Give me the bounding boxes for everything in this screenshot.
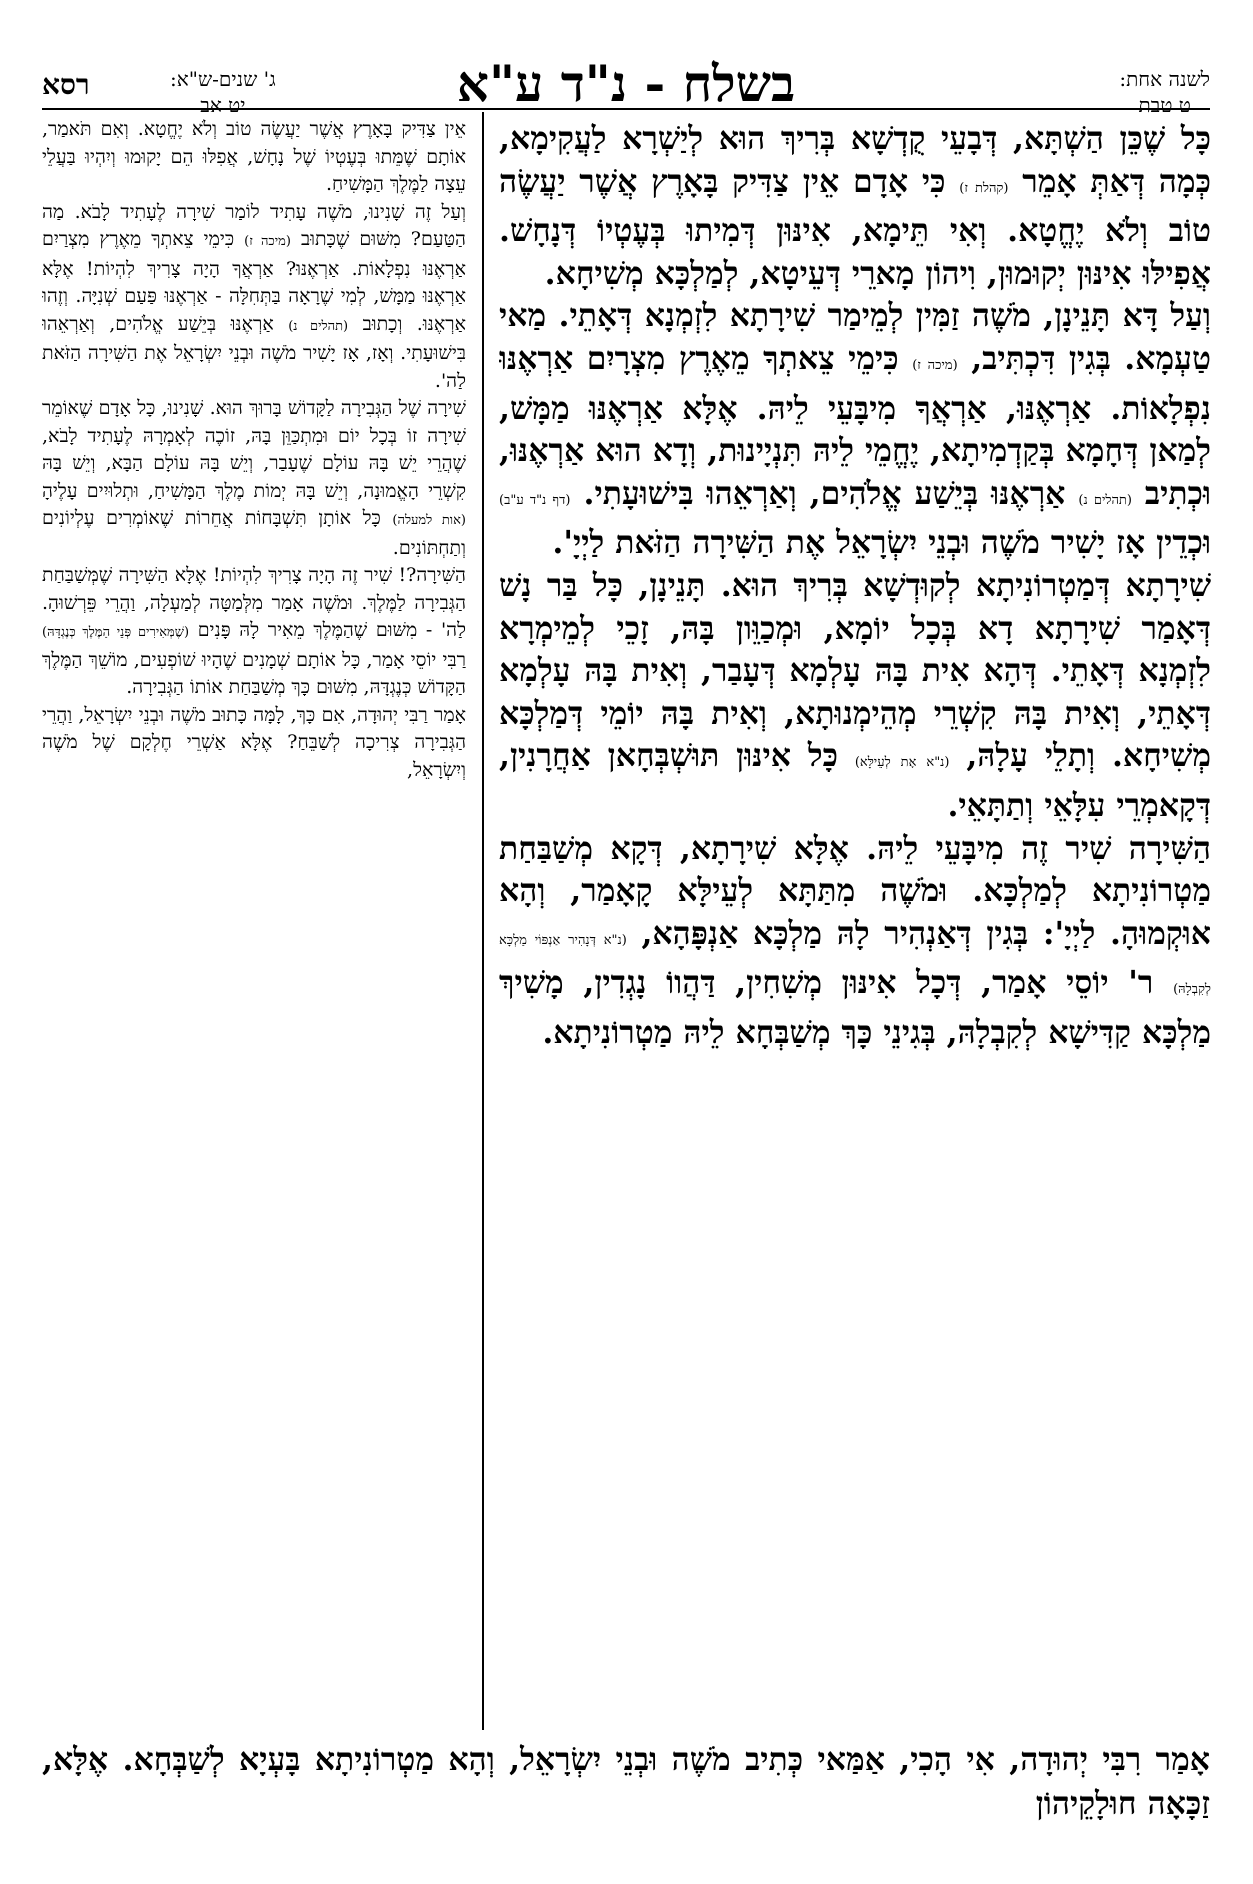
variant-note: (שֶׁמְּאִירִים פְּנֵי הַמֶּלֶךְ כְּנֶגְדָּהּ): [42, 625, 190, 640]
translation-paragraph: [42, 199, 466, 396]
translation-paragraph: [42, 395, 466, 562]
variant-note: (נ"א אָת לְעֵילָּא): [854, 755, 950, 771]
main-text: ר' יוֹסֵי אָמַר, דְּכָל אִינּוּן מְשִׁחִין, דַּהֲווֹ נָגְדִין, מָשִׁיךְ מַלְכָּא קַדִּישָׁא לְקִבְלָהּ, בְּגִינֵי כָּךְ מְשַׁבְּחָא לֵיהּ מַטְרוֹנִיתָא.: [499, 964, 1211, 1051]
source-reference: (תהלים נ): [288, 318, 349, 334]
main-paragraph: [499, 565, 1211, 828]
main-text: כִּי אָדָם אֵין צַדִּיק בָּאָרֶץ אֲשֶׁר יַעֲשֶׂה טוֹב וְלֹא יֶחֱטָא. וְאִי תֵּימָא, אִינּוּן דְּמִיתוּ בְּעֶטְיוֹ דְּנָחָשׁ. אֲפִילּוּ אִינּוּן יְקוּמוּן, וִיהוֹן מָארֵי דְּעֵיטָא, לְמַלְכָּא מְשִׁיחָא.: [499, 162, 1211, 292]
main-text: כִּימֵי צֵאתְךָ מֵאֶרֶץ מִצְרָיִם אַרְאֶנּוּ נִפְלָאוֹת. אַרְאֶנּוּ, אַרְאֲךָ מִיבָּעֵי לֵיהּ. אֶלָּא אַרְאֶנּוּ מַמָּשׁ, לְמַאן דְּחָמָא בְּקַדְמִיתָא, יֶחֱמֵי לֵיהּ תִּנְיָינוּת, וְדָא הוּא אַרְאֶנּוּ, וּכְתִיב: [499, 339, 1211, 512]
page-reference: (דף נ"ד ע"ב): [499, 492, 571, 508]
source-reference: (תהלים נ): [1078, 492, 1132, 508]
translation-text: הַשִּׁירָה?! שִׁיר זֶה הָיָה צָרִיךְ לִהְיוֹת! אֶלָּא הַשִּׁירָה שֶׁמְּשַׁבַּחַת הַגְּבִירָה לַמֶּלֶךְ. וּמֹשֶׁה אָמַר מִלְּמַטָּה לְמַעְלָה, וַהֲרֵי פֵּרְשׁוּהָ. לַה' - מִשּׁוּם שֶׁהַמֶּלֶךְ מֵאִיר לָהּ פָּנִים: [42, 564, 466, 641]
main-paragraph: [42, 1738, 1210, 1826]
main-text: שִׁירָתָא דְּמַטְרוֹנִיתָא לְקוּדְשָׁא בְּרִיךְ הוּא. תָּנֵינָן, כָּל בַּר נָשׁ דְּאָמַר שִׁירָתָא דָא בְּכָל יוֹמָא, וּמְכַוֵּון בָּהּ, זָכֵי לְמֵימְרָא לִזְמְנָא דְּאָתֵי. דְּהָא אִית בָּהּ עָלְמָא דְּעָבַר, וְאִית בָּהּ עָלְמָא דְּאָתֵי, וְאִית בָּהּ קִשְׁרֵי מְהֵימְנוּתָא, וְאִית בָּהּ יוֹמֵי דְּמַלְכָּא מְשִׁיחָא. וְתָלֵי עָלָהּ,: [499, 566, 1211, 775]
main-text: אָמַר רִבִּי יְהוּדָה, אִי הָכִי, אַמַּאי כְּתִיב מֹשֶׁה וּבְנֵי יִשְׂרָאֵל, וְהָא מַטְרוֹנִיתָא בָּעְיָא לְשַׁבְּחָא. אֶלָּא, זַכָּאָה חוּלָקֵיהוֹן: [42, 1741, 1210, 1822]
hebrew-translation-column: [42, 116, 466, 1736]
source-reference: (מיכה ז): [912, 357, 958, 373]
translation-text: וְעַל זֶה שָׁנִינוּ, מֹשֶׁה עָתִיד לוֹמַר שִׁירָה לֶעָתִיד לָבֹא. מַה הַטַּעַם? מִשּׁוּם שֶׁכָּתוּב: [42, 200, 466, 250]
main-paragraph: [499, 118, 1211, 295]
column-divider: [482, 112, 484, 1730]
translation-text: כִּימֵי צֵאתְךָ מֵאֶרֶץ מִצְרַיִם אַרְאֶנּוּ נִפְלָאוֹת. אַרְאֶנּוּ? אַרְאֲךָ הָיָה צָרִיךְ לִהְיוֹת! אֶלָּא אַרְאֶנּוּ מַמָּשׁ, לְמִי שֶׁרָאָה בַּתְּחִלָּה - אַרְאֶנּוּ פַּעַם שְׁנִיָּה. וְזֶהוּ אַרְאֶנּוּ. וְכָתוּב: [42, 228, 466, 335]
main-text: וּכְדֵין אָז יָשִׁיר מֹשֶׁה וּבְנֵי יִשְׂרָאֵל אֶת הַשִּׁירָה הַזֹּאת לַיְיָ'.: [552, 524, 1211, 562]
main-text: אַרְאֶנּוּ בְּיֵשַׁע אֱלֹהִים, וְאַרְאֵהוּ בִּישׁוּעָתִי.: [583, 474, 1066, 512]
three-year-date: יט אב: [200, 93, 246, 117]
main-text: כָּל שֶׁכֵּן הַשְׁתָּא, דְּבָעֵי קֻדְשָׁא בְּרִיךְ הוּא לְיַשְׁרָא לַעֲקִימָא, כְּמָה דְּאַתְּ אָמֵר: [499, 120, 1211, 200]
main-text: וְעַל דָּא תָּנֵינָן, מֹשֶׁה זַמִּין לְמֵימַר שִׁירָתָא לִזְמְנָא דְּאָתֵי. מַאי טַעְמָא. בְּגִין דִּכְתִּיב,: [499, 297, 1211, 377]
translation-paragraph: [42, 702, 466, 785]
source-reference: (מיכה ז): [244, 234, 291, 249]
translation-text: אֵין צַדִּיק בָּאָרֶץ אֲשֶׁר יַעֲשֶׂה טוֹב וְלֹא יֶחֱטָא. וְאִם תֹּאמַר, אוֹתָם שֶׁמֵּתוּ בְּעֶטְיוֹ שֶׁל נָחָשׁ, אֲפִלּוּ הֵם יָקוּמוּ וְיִהְיוּ בַּעֲלֵי עֵצָה לַמֶּלֶךְ הַמָּשִׁיחַ.: [42, 118, 466, 195]
header-divider: [42, 108, 1210, 110]
translation-text: כָּל אוֹתָן תִּשְׁבָּחוֹת אֲחֵרוֹת שֶׁאוֹמְרִים עֶלְיוֹנִים וְתַחְתּוֹנִים.: [42, 507, 466, 559]
variant-note: (נ"א דְּנָהִיר אַנְפּוֹי מַלְכָּא לְקִבְלָהּ): [499, 932, 1211, 998]
translation-text: אַרְאֶנּוּ בְּיֵשַׁע אֱלֹהִים, וְאַרְאֵהוּ בִּישׁוּעָתִי. וְאָז, אָז יָשִׁיר מֹשֶׁה וּבְנֵי יִשְׂרָאֵל אֶת הַשִּׁירָה הַזֹּאת לַה'.: [42, 312, 466, 392]
translation-paragraph: [42, 116, 466, 199]
source-reference: (קהלת ז): [959, 180, 1009, 196]
page-header: [42, 44, 1210, 117]
main-paragraph: [499, 295, 1211, 565]
main-paragraph: [499, 828, 1211, 1055]
variant-note: (אות למעלה): [392, 513, 466, 528]
translation-paragraph: [42, 562, 466, 702]
main-text: הַשִּׁירָה שִׁיר זֶה מִיבָּעֵי לֵיהּ. אֶלָּא שִׁירָתָא, דְּקָא מְשַׁבַּחַת מַטְרוֹנִיתָא לְמַלְכָּא. וּמֹשֶׁה מִתַּתָּא לְעֵילָּא קָאָמַר, וְהָא אוּקְמוּהָ. לַיְיָ': בְּגִין דְּאַנְהִיר לָהּ מַלְכָּא אַנְפָּהָא,: [499, 829, 1211, 952]
page-title: בשלח - נ"ד ע"א: [456, 54, 796, 113]
aramaic-main-column: [499, 118, 1211, 1738]
page-number: רסא: [42, 68, 90, 101]
translation-text: שִׁירָה שֶׁל הַגְּבִירָה לַקָּדוֹשׁ בָּרוּךְ הוּא. שָׁנִינוּ, כָּל אָדָם שֶׁאוֹמֵר שִׁירָה זוֹ בְּכָל יוֹם וּמִתְכַּוֵּן בָּהּ, זוֹכֶה לְאָמְרָהּ לֶעָתִיד לָבֹא, שֶׁהֲרֵי יֵשׁ בָּהּ עוֹלָם שֶׁעָבַר, וְיֵשׁ בָּהּ עוֹלָם הַבָּא, וְיֵשׁ בָּהּ קִשְׁרֵי הָאֱמוּנָה, וְיֵשׁ בָּהּ יְמוֹת מֶלֶךְ הַמָּשִׁיחַ, וּתְלוּיִים עָלֶיהָ: [42, 397, 466, 502]
one-year-date: ט טבת: [1138, 93, 1191, 117]
translation-text: רַבִּי יוֹסֵי אָמַר, כָּל אוֹתָם שְׁמָנִים שֶׁהָיוּ שׁוֹפְעִים, מוֹשֵׁךְ הַמֶּלֶךְ הַקָּדוֹשׁ כְּנֶגְדָּהּ, מִשּׁוּם כָּךְ מְשַׁבַּחַת אוֹתוֹ הַגְּבִירָה.: [42, 648, 466, 698]
main-text: כָּל אִינּוּן תּוּשְׁבְּחָאן אַחֲרָנִין, דְּקָאמְרֵי עִלָּאֵי וְתַתָּאֵי.: [499, 737, 1211, 824]
translation-text: אָמַר רַבִּי יְהוּדָה, אִם כָּךְ, לָמָּה כָּתוּב מֹשֶׁה וּבְנֵי יִשְׂרָאֵל, וַהֲרֵי הַגְּבִירָה צְרִיכָה לְשַׁבֵּחַ? אֶלָּא אַשְׁרֵי חֶלְקָם שֶׁל מֹשֶׁה וְיִשְׂרָאֵל,: [42, 703, 466, 781]
three-year-label: ג' שנים-ש"א:: [170, 67, 276, 91]
three-year-schedule: [170, 66, 276, 118]
aramaic-bottom-continuation: [42, 1738, 1210, 1838]
one-year-label: לשנה אחת:: [1119, 67, 1210, 91]
